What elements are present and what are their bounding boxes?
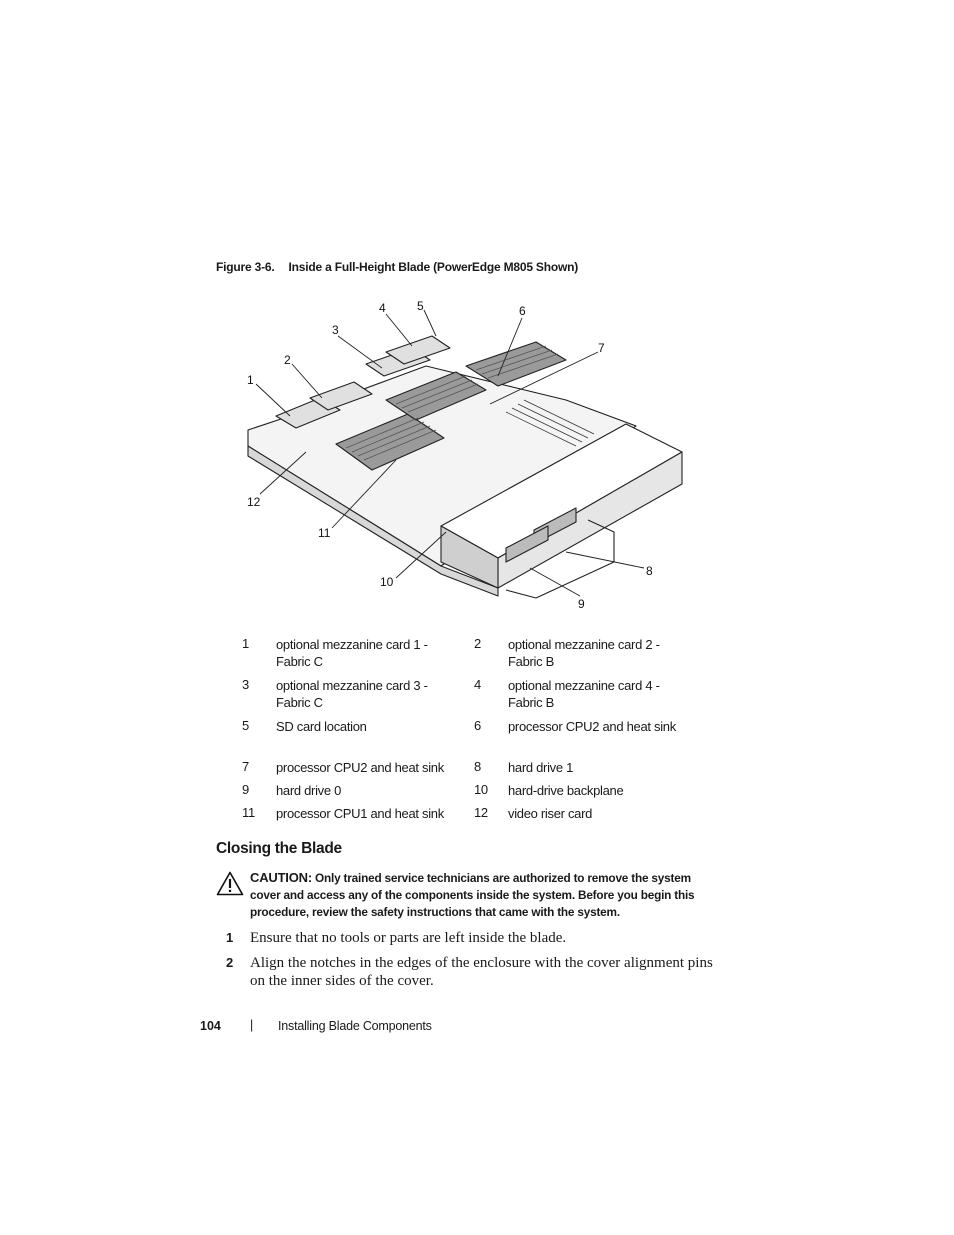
legend-label: optional mezzanine card 1 - Fabric C	[276, 637, 428, 669]
running-title: Installing Blade Components	[278, 1019, 432, 1033]
page-number: 104	[200, 1019, 221, 1033]
legend-number: 11	[242, 805, 255, 820]
footer-separator: |	[250, 1018, 254, 1032]
warning-triangle-icon	[216, 871, 244, 896]
callout-10: 10	[380, 575, 394, 589]
figure-caption	[216, 260, 578, 274]
caution-text	[250, 869, 716, 921]
callout-6: 6	[519, 304, 526, 318]
callout-12: 12	[247, 495, 261, 509]
legend-number: 8	[474, 759, 481, 774]
legend-label: processor CPU1 and heat sink	[276, 806, 444, 821]
caution-head: CAUTION:	[250, 870, 312, 885]
legend-number: 7	[242, 759, 249, 774]
step-number: 2	[226, 955, 234, 970]
legend-label: SD card location	[276, 719, 367, 734]
callout-2: 2	[284, 353, 291, 367]
legend-number: 10	[474, 782, 488, 797]
step-text: Align the notches in the edges of the enclosure with the cover alignment pins on the inner sides of the cover.	[250, 955, 713, 989]
callout-7: 7	[598, 341, 605, 355]
legend-number: 4	[474, 677, 481, 692]
caution-body: Only trained service technicians are authorized to remove the system cover and access any of the components inside the system. Before you begin this procedure, review the safety instructions that came with the system.	[250, 871, 695, 919]
blade-illustration	[236, 296, 696, 614]
legend-label: optional mezzanine card 3 - Fabric C	[276, 678, 428, 710]
legend-number: 3	[242, 677, 249, 692]
section-title: Closing the Blade	[216, 840, 342, 857]
legend-label: optional mezzanine card 2 - Fabric B	[508, 637, 660, 669]
legend-number: 6	[474, 718, 481, 733]
legend-label: processor CPU2 and heat sink	[276, 760, 444, 775]
legend-label: processor CPU2 and heat sink	[508, 719, 676, 734]
figure-number: Figure 3-6.	[216, 260, 275, 274]
legend-label: hard-drive backplane	[508, 783, 624, 798]
callout-5: 5	[417, 299, 424, 313]
legend-label: video riser card	[508, 806, 593, 821]
figure-title: Inside a Full-Height Blade (PowerEdge M805 Shown)	[288, 260, 579, 274]
callout-9: 9	[578, 597, 585, 611]
callout-1: 1	[247, 373, 254, 387]
legend-number: 9	[242, 782, 249, 797]
legend-number: 5	[242, 718, 249, 733]
legend-number: 1	[242, 636, 249, 651]
legend-number: 12	[474, 805, 488, 820]
callout-4: 4	[379, 301, 386, 315]
step-text: Ensure that no tools or parts are left inside the blade.	[250, 930, 567, 946]
legend-number: 2	[474, 636, 481, 651]
legend-label: optional mezzanine card 4 - Fabric B	[508, 678, 660, 710]
callout-3: 3	[332, 323, 339, 337]
step-number: 1	[226, 930, 234, 945]
legend-label: hard drive 1	[508, 760, 574, 775]
callout-8: 8	[646, 564, 653, 578]
callout-11: 11	[318, 526, 331, 540]
legend-label: hard drive 0	[276, 783, 342, 798]
